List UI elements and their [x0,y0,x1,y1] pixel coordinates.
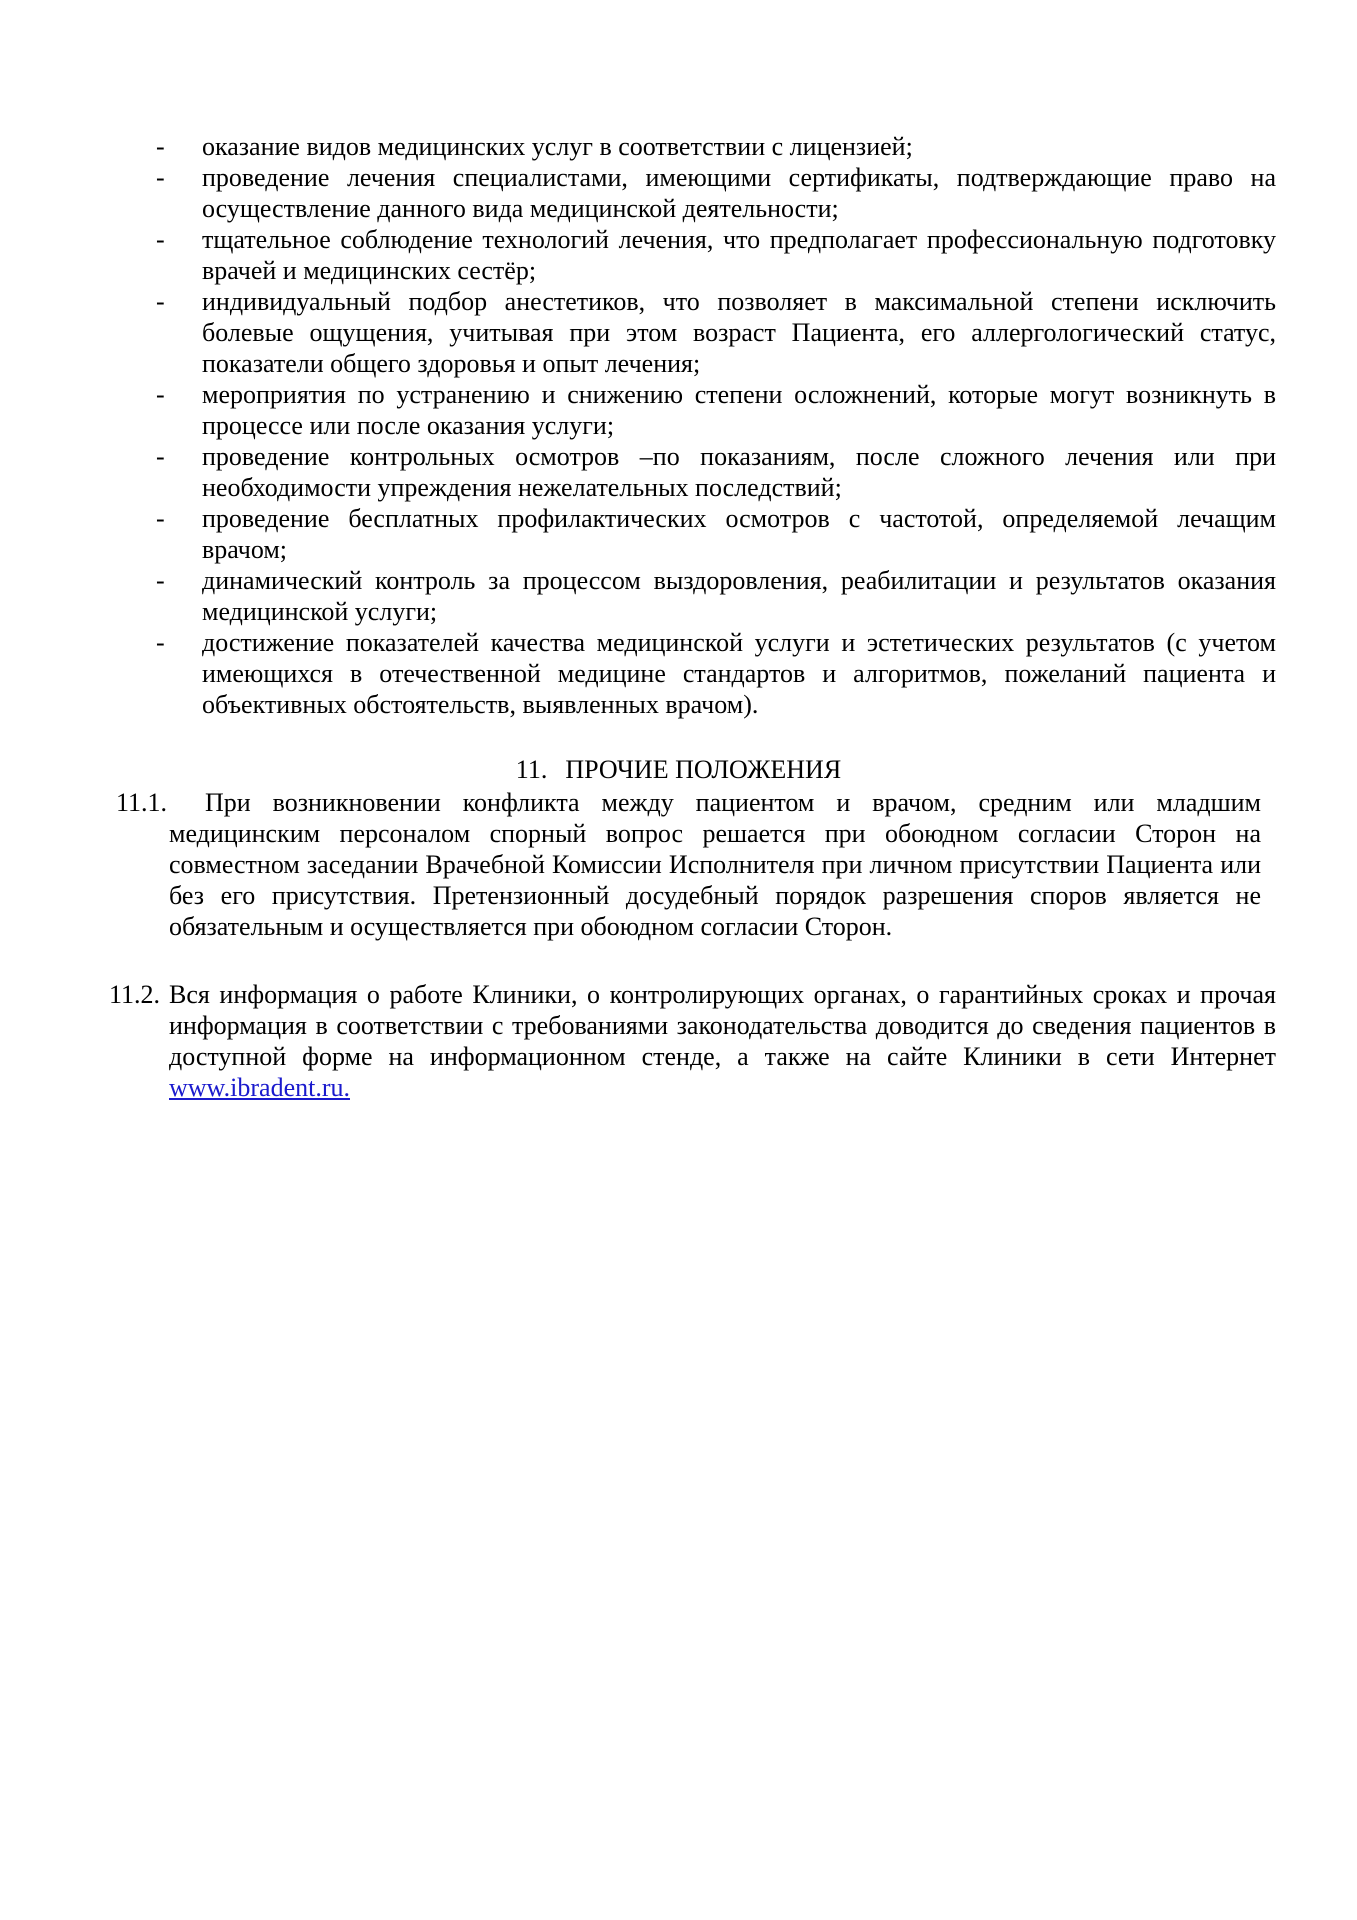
list-item [156,627,1276,720]
list-item-text: проведение лечения специалистами, имеющими сертификаты, подтверждающие право на осуществление данного вида медицинской деятельности; [202,163,1276,223]
bullet-marker: - [156,163,165,192]
list-item [156,286,1276,379]
bullet-marker: - [156,132,165,161]
list-item-text: оказание видов медицинских услуг в соответствии с лицензией; [202,132,913,161]
clause-11-2 [109,979,1276,1103]
bullet-marker: - [156,566,165,595]
list-item [156,503,1276,565]
bullet-marker: - [156,628,165,657]
clause-11-1 [116,787,1261,942]
list-item [156,162,1276,224]
list-item [156,441,1276,503]
clause-number: 11.1. [116,788,168,817]
clause-text [109,979,1276,1103]
list-item [156,224,1276,286]
list-item-text: проведение бесплатных профилактических осмотров с частотой, определяемой лечащим врачом; [202,504,1276,564]
clause-text [80,787,1261,942]
website-link[interactable]: www.ibradent.ru. [169,1073,350,1102]
bullet-marker: - [156,287,165,316]
bullet-marker: - [156,225,165,254]
list-item-text: динамический контроль за процессом выздоровления, реабилитации и результатов оказания медицинской услуги; [202,566,1276,626]
bullet-marker: - [156,380,165,409]
bullet-marker: - [156,504,165,533]
clause-body: При возникновении конфликта между пациентом и врачом, средним или младшим медицинским персоналом спорный вопрос решается при обоюдном согласии Сторон на совместном заседании Врачебной Комиссии Исполнителя при личном присутствии Пациента или без его присутствия. Претензионный досудебный порядок разрешения споров является не обязательным и осуществляется при обоюдном согласии Сторон. [169,788,1261,941]
section-title: ПРОЧИЕ ПОЛОЖЕНИЯ [565,755,842,784]
service-guarantees-list [156,131,1276,720]
list-item-text: тщательное соблюдение технологий лечения, что предполагает профессиональную подготовку врачей и медицинских сестёр; [202,225,1276,285]
list-item-text: проведение контрольных осмотров –по показаниям, после сложного лечения или при необходимости упреждения нежелательных последствий; [202,442,1276,502]
section-number: 11. [515,755,548,784]
bullet-marker: - [156,442,165,471]
list-item [156,565,1276,627]
clause-number: 11.2. [109,980,161,1009]
list-item [156,379,1276,441]
section-heading [0,754,1357,785]
clause-body: Вся информация о работе Клиники, о контролирующих органах, о гарантийных сроках и прочая информация в соответствии с требованиями законодательства доводится до сведения пациентов в доступной форме на информационном стенде, а также на сайте Клиники в сети Интернет [169,980,1276,1071]
list-item-text: индивидуальный подбор анестетиков, что позволяет в максимальной степени исключить болевые ощущения, учитывая при этом возраст Пациента, его аллергологический статус, показатели общего здоровья и опыт лечения; [202,287,1276,378]
list-item-text: мероприятия по устранению и снижению степени осложнений, которые могут возникнуть в процессе или после оказания услуги; [202,380,1276,440]
list-item [156,131,1276,162]
list-item-text: достижение показателей качества медицинской услуги и эстетических результатов (с учетом имеющихся в отечественной медицине стандартов и алгоритмов, пожеланий пациента и объективных обстоятельств, выявленных врачом). [202,628,1276,719]
